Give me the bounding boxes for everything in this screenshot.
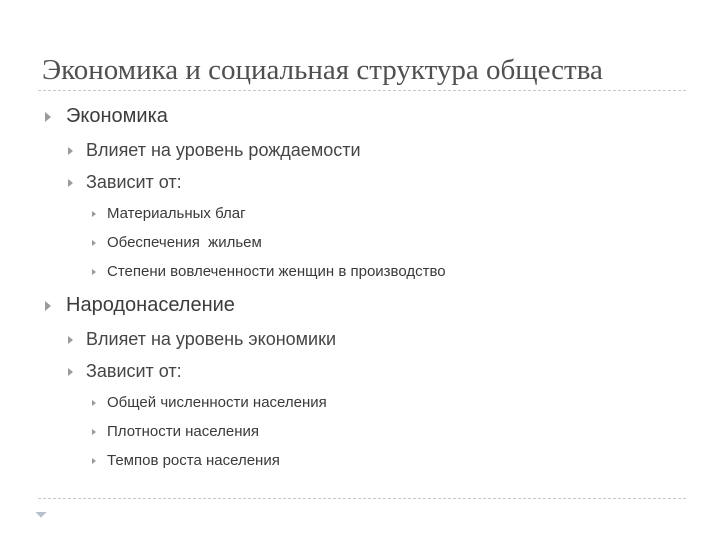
bullet-level3 xyxy=(92,394,327,411)
bullet-text: Темпов роста населения xyxy=(107,452,280,469)
bullet-level1-population xyxy=(45,294,235,317)
triangle-right-icon xyxy=(68,336,73,344)
triangle-right-icon xyxy=(45,301,51,311)
bullet-level3 xyxy=(92,452,280,469)
triangle-right-icon xyxy=(92,269,96,275)
slide-title: Экономика и социальная структура общества xyxy=(42,54,603,86)
bullet-text: Зависит от: xyxy=(86,361,182,381)
bullet-level3 xyxy=(92,234,262,251)
bullet-text: Народонаселение xyxy=(66,294,235,316)
footer-divider xyxy=(38,498,686,499)
bullet-level2 xyxy=(68,172,182,193)
triangle-right-icon xyxy=(68,368,73,376)
bullet-level1-economy xyxy=(45,105,168,128)
bullet-text: Влияет на уровень рождаемости xyxy=(86,140,361,160)
bullet-text: Плотности населения xyxy=(107,423,259,440)
triangle-right-icon xyxy=(92,458,96,464)
bullet-level2 xyxy=(68,361,182,382)
triangle-right-icon xyxy=(68,147,73,155)
bullet-text: Обеспечения жильем xyxy=(107,234,262,251)
bullet-text: Общей численности населения xyxy=(107,394,327,411)
title-divider xyxy=(38,90,686,91)
triangle-right-icon xyxy=(92,211,96,217)
corner-triangle-icon xyxy=(35,506,46,517)
bullet-text: Материальных благ xyxy=(107,205,246,222)
bullet-level3 xyxy=(92,263,446,280)
triangle-right-icon xyxy=(92,400,96,406)
bullet-text: Экономика xyxy=(66,105,168,127)
bullet-level2 xyxy=(68,329,336,350)
bullet-text: Степени вовлеченности женщин в производство xyxy=(107,263,446,280)
triangle-right-icon xyxy=(92,429,96,435)
triangle-right-icon xyxy=(68,179,73,187)
bullet-level3 xyxy=(92,423,259,440)
bullet-level2 xyxy=(68,140,361,161)
bullet-text: Влияет на уровень экономики xyxy=(86,329,337,349)
bullet-level3 xyxy=(92,205,246,222)
triangle-right-icon xyxy=(45,112,51,122)
triangle-right-icon xyxy=(92,240,96,246)
bullet-text: Зависит от: xyxy=(86,172,182,192)
